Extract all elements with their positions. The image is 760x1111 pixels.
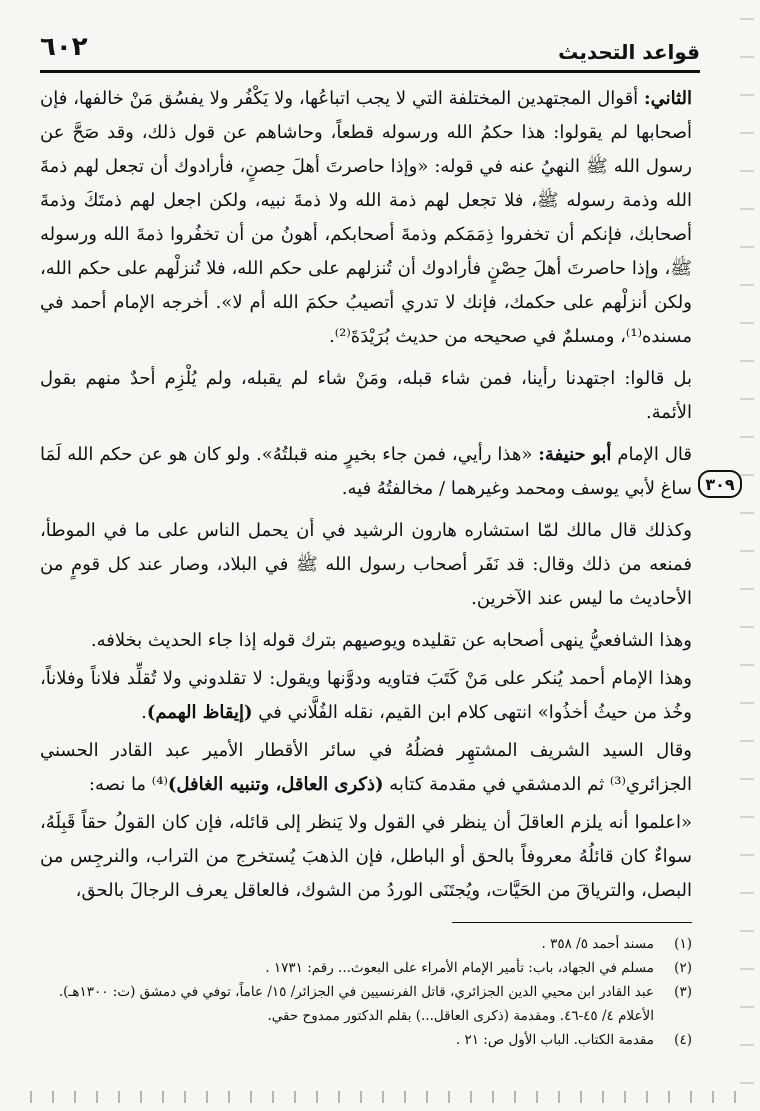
page-edge-decoration [740,0,754,1111]
footnotes [40,932,692,1052]
page-bottom-decoration [20,1091,740,1103]
page-header [40,26,700,74]
book-title: (إيقاظ الهمم) [146,702,253,723]
paragraph-lead: الثاني: [643,88,692,109]
page-number: ٦٠٢ [40,32,88,62]
footnote [40,1028,692,1052]
margin-page-marker: ٣٠٩ [698,470,742,498]
paragraph-text: «اعلموا أنه يلزم العاقلَ أن ينظر في القول ولا يَنظر إلى قائله، فإن كان القولُ حقاً قَبِلَهُ، سواءٌ كان قائلُهُ معروفاً بالحق أو الباطل، فإن الذهبَ يُستخرج من التراب، والنرجِس من البصل، والترياقَ من الحَيَّات، ويُجتَنَى الوردُ من الشوك، فالعاقل يعرف الرجالَ بالحق، [40,812,693,901]
header-rule [40,70,700,73]
paragraph-text: بل قالوا: اجتهدنا رأينا، فمن شاء قبله، ومَنْ شاء لم يقبله، ولم يُلْزِم أحدٌ منهم بقول الأئمة. [40,368,692,423]
main-text [40,82,692,916]
paragraph-text: وهذا الإمام أحمد يُنكر على مَنْ كَتَبَ فتاويه ودوَّنها ويقول: لا تقلدوني ولا تُقلِّد فلاناً وفلاناً، وخُذ من حيثُ أخذُوا» انتهى كلام ابن القيم، نقله الفُلَّاني في [40,668,692,723]
footnote [40,956,692,980]
paragraph-text: وكذلك قال مالك لمّا استشاره هارون الرشيد في أن يحمل الناس على ما في الموطأ، فمنعه من ذلك وقال: قد نَفَر أصحاب رسول الله ﷺ في البلاد، وصار عند كل قومٍ من الأحاديث ما ليس عند الآخرين. [40,520,692,609]
paragraph-text: أقوال المجتهدين المختلفة التي لا يجب اتباعُها، ولا يَكْفُر ولا يفسُق مَنْ خالفها، فإن أصحابها لم يقولوا: هذا حكمُ الله ورسوله قطعاً، وحاشاهم عن قول ذلك، وقد صَحَّ عن رسول الله ﷺ النهيُ عنه في قوله: «وإذا حاصرتَ أهلَ حِصنٍ، فأرادوك أن تجعل لهم ذمةَ الله وذمة رسوله ﷺ، فلا تجعل لهم ذمة الله ولا ذمةَ نبيه، ولكن اجعل لهم ذمتَكَ وذمةَ أصحابك، فإنكم أن تخفروا ذِمَمَكم وذمةَ أصحابكم، أهونُ من أن تخفُروا ذمةَ الله ورسوله ﷺ، وإذا حاصرتَ أهلَ حِصْنٍ فأرادوك أن تُنزلهم على حكم الله، فلا تُنزلْهم على حكم الله، ولكن أنزلْهم على حكمك، فإنك لا تدري أتصيبُ حكمَ الله أم لا». أخرجه الإمام أحمد في مسنده⁽¹⁾، ومسلمٌ في صحيحه من حديث بُرَيْدَةَ⁽²⁾. [40,88,692,347]
paragraph-text: وقال السيد الشريف المشتهِر فضلُهُ في سائر الأقطار الأمير عبد القادر الحسني الجزائري⁽³⁾ ثم الدمشقي في مقدمة كتابه [40,740,692,795]
bold-name: أبو حنيفة: [538,444,612,465]
paragraph-4 [40,514,692,616]
footnote-number: (٤) [674,1032,692,1048]
paragraph-3 [40,438,692,506]
paragraph-text: وهذا الشافعيُّ ينهى أصحابه عن تقليده ويوصيهم بترك قوله إذا جاء الحديث بخلافه. [90,630,692,651]
footnote-number: (١) [674,936,692,952]
paragraph-6 [40,662,692,730]
footnote [40,932,692,956]
paragraph-5 [40,624,692,658]
paragraph-text: «هذا رأيي، فمن جاء بخيرٍ منه قبلتُهُ». ولو كان هو عن حكم الله لَمَا ساغ لأبي يوسف ومحمد وغيرهما / مخالفتُهُ فيه. [40,444,692,499]
footnote-number: (٣) [674,984,692,1000]
footnote-rule [452,922,692,923]
footnote-text: مسلم في الجهاد، باب: تأمير الإمام الأمراء على البعوث... رقم: ١٧٣١ . [265,960,654,976]
paragraph-8 [40,806,692,908]
footnote-text: مقدمة الكتاب. الباب الأول ص: ٢١ . [455,1032,654,1048]
footnote-number: (٢) [674,960,692,976]
running-title: قواعد التحديث [558,40,700,64]
paragraph-1 [40,82,692,354]
paragraph-end: ⁽⁴⁾ ما نصه: [88,774,168,795]
footnote-text: عبد القادر ابن محيي الدين الجزائري، قاتل الفرنسيين في الجزائر/ ١٥/ عاماً، توفي في دمشق (ت: ١٣٠٠هـ). الأعلام ٤/ ٤٥-٤٦. ومقدمة (ذكرى العاقل...) بقلم الدكتور ممدوح حقي. [58,984,654,1024]
paragraph-text: قال الإمام [611,444,692,465]
paragraph-7 [40,734,692,802]
book-title: (ذكرى العاقل، وتنبيه الغافل) [167,774,384,795]
footnote-text: مسند أحمد ٥/ ٣٥٨ . [541,936,654,952]
paragraph-end: . [141,702,147,723]
footnote [40,980,692,1028]
paragraph-2 [40,362,692,430]
